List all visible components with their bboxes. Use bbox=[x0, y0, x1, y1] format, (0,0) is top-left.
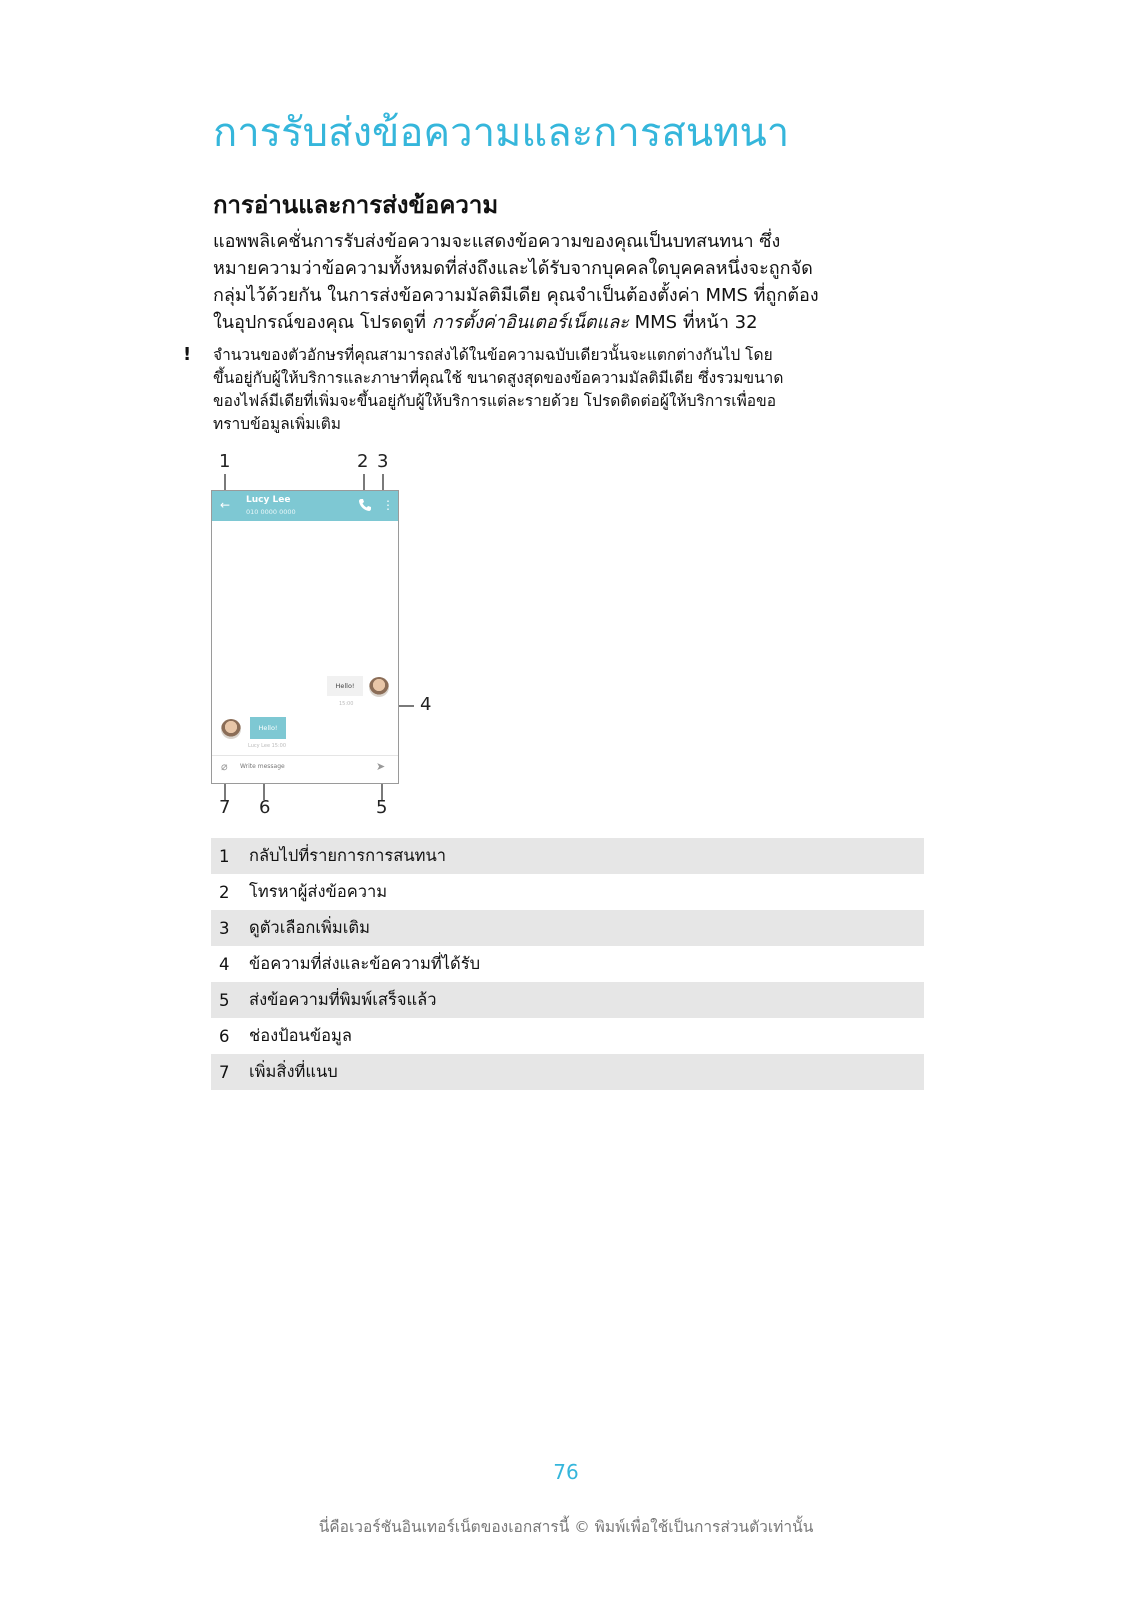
row-number: 6 bbox=[219, 1026, 230, 1046]
sent-timestamp: Lucy Lee 15:00 bbox=[248, 743, 287, 749]
callout-4: 4 bbox=[420, 694, 432, 715]
section-title: การอ่านและการส่งข้อความ bbox=[213, 191, 499, 219]
intro-paragraph bbox=[213, 228, 933, 336]
row-number: 2 bbox=[219, 882, 230, 902]
paperclip-icon[interactable]: ⌀ bbox=[221, 760, 228, 773]
intro-line: แอพพลิเคชั่นการรับส่งข้อความจะแสดงข้อความของคุณเป็นบทสนทนา ซึ่ง bbox=[213, 231, 781, 252]
table-row bbox=[211, 1018, 924, 1054]
sent-message-bubble: Hello! bbox=[250, 717, 286, 739]
note-line: ทราบข้อมูลเพิ่มเติม bbox=[213, 415, 342, 433]
row-label: ช่องป้อนข้อมูล bbox=[249, 1026, 353, 1045]
divider bbox=[212, 755, 398, 756]
conversation-header bbox=[212, 491, 398, 521]
callout-2: 2 bbox=[357, 451, 369, 472]
more-options-icon[interactable]: ⋮ bbox=[382, 498, 394, 512]
note-line: ขึ้นอยู่กับผู้ให้บริการและภาษาที่คุณใช้ ขนาดสูงสุดของข้อความมัลติมีเดีย ซึ่งรวมขนาด bbox=[213, 369, 784, 387]
phone-call-icon[interactable] bbox=[358, 498, 372, 512]
exclamation-icon: ! bbox=[183, 344, 192, 365]
row-number: 3 bbox=[219, 918, 230, 938]
phone-illustration bbox=[211, 490, 399, 784]
settings-link[interactable]: การตั้งค่าอินเตอร์เน็ตและ bbox=[431, 312, 629, 333]
intro-line: ในอุปกรณ์ของคุณ โปรดดูที่ bbox=[213, 312, 432, 333]
intro-line: หมายความว่าข้อความทั้งหมดที่ส่งถึงและได้รับจากบุคคลใดบุคคลหนึ่งจะถูกจัด bbox=[213, 258, 813, 279]
footer-notice: นี่คือเวอร์ชันอินเทอร์เน็ตของเอกสารนี้ © พิมพ์เพื่อใช้เป็นการส่วนตัวเท่านั้น bbox=[318, 1518, 814, 1536]
send-icon[interactable]: ➤ bbox=[376, 760, 386, 773]
table-row bbox=[211, 982, 924, 1018]
contact-name: Lucy Lee bbox=[246, 495, 291, 505]
table-row bbox=[211, 838, 924, 874]
received-message-bubble: Hello! bbox=[327, 676, 363, 696]
note-paragraph bbox=[213, 344, 933, 436]
callout-5: 5 bbox=[376, 797, 388, 818]
table-row bbox=[211, 946, 924, 982]
contact-number: 010 0000 0000 bbox=[246, 508, 296, 516]
note-line: ของไฟล์มีเดียที่เพิ่มจะขึ้นอยู่กับผู้ให้บริการแต่ละรายด้วย โปรดติดต่อผู้ให้บริการเพื่อขอ bbox=[213, 392, 777, 410]
row-number: 7 bbox=[219, 1062, 230, 1082]
table-row bbox=[211, 874, 924, 910]
intro-line: MMS ที่หน้า 32 bbox=[628, 312, 758, 333]
row-number: 1 bbox=[219, 846, 230, 866]
avatar bbox=[221, 719, 241, 739]
intro-line: กลุ่มไว้ด้วยกัน ในการส่งข้อความมัลติมีเดีย คุณจำเป็นต้องตั้งค่า MMS ที่ถูกต้อง bbox=[213, 285, 819, 306]
callout-7: 7 bbox=[219, 797, 231, 818]
avatar bbox=[369, 677, 389, 697]
row-label: กลับไปที่รายการการสนทนา bbox=[249, 846, 447, 865]
message-input[interactable]: Write message bbox=[240, 763, 285, 770]
row-label: โทรหาผู้ส่งข้อความ bbox=[249, 882, 388, 901]
callout-1: 1 bbox=[219, 451, 231, 472]
callout-3: 3 bbox=[377, 451, 389, 472]
note-line: จำนวนของตัวอักษรที่คุณสามารถส่งได้ในข้อความฉบับเดียวนั้นจะแตกต่างกันไป โดย bbox=[213, 346, 773, 364]
received-timestamp: 15:00 bbox=[339, 701, 354, 707]
row-label: ส่งข้อความที่พิมพ์เสร็จแล้ว bbox=[249, 990, 437, 1009]
row-number: 5 bbox=[219, 990, 230, 1010]
page-number: 76 bbox=[553, 1460, 579, 1484]
row-label: เพิ่มสิ่งที่แนบ bbox=[249, 1062, 338, 1081]
table-row bbox=[211, 1054, 924, 1090]
legend-table bbox=[211, 838, 924, 1090]
row-label: ข้อความที่ส่งและข้อความที่ได้รับ bbox=[249, 954, 481, 973]
row-number: 4 bbox=[219, 954, 230, 974]
row-label: ดูตัวเลือกเพิ่มเติม bbox=[249, 918, 370, 937]
back-arrow-icon[interactable]: ← bbox=[220, 498, 231, 512]
callout-6: 6 bbox=[259, 797, 271, 818]
chapter-title: การรับส่งข้อความและการสนทนา bbox=[213, 110, 790, 156]
table-row bbox=[211, 910, 924, 946]
